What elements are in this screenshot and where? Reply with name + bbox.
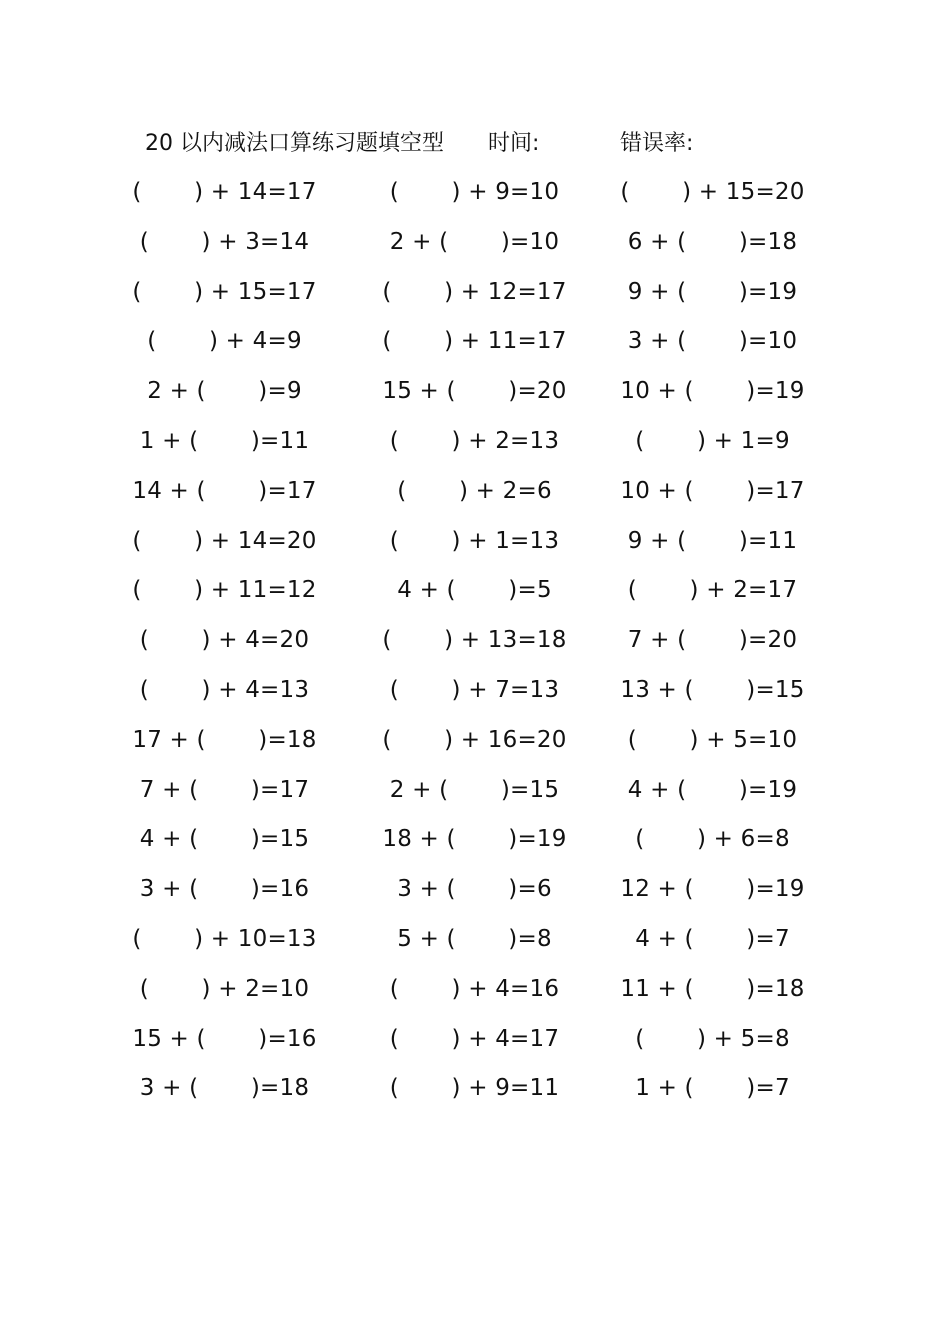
problem-equation: 4 + ( )=15 <box>139 826 310 853</box>
problem-equation: 2 + ( )=15 <box>389 776 560 803</box>
problem-equation: 15 + ( )=20 <box>382 378 567 405</box>
problem-equation: 1 + ( )=7 <box>635 1075 790 1102</box>
problem-equation: 17 + ( )=18 <box>132 726 317 753</box>
time-label: 时间: <box>488 131 540 156</box>
problem-equation: ( ) + 4=16 <box>389 975 560 1002</box>
problem-row <box>0 321 950 371</box>
problem-equation: ( ) + 4=20 <box>139 627 310 654</box>
problem-row <box>0 969 950 1019</box>
worksheet-header <box>145 126 845 160</box>
problem-equation: 14 + ( )=17 <box>132 477 317 504</box>
problem-equation: ( ) + 2=13 <box>389 427 560 454</box>
problem-equation: ( ) + 14=20 <box>132 527 317 554</box>
problem-row <box>0 222 950 272</box>
problem-row <box>0 1068 950 1118</box>
problem-equation: 2 + ( )=10 <box>389 228 560 255</box>
error-rate-label: 错误率: <box>620 131 694 156</box>
problem-equation: ( ) + 15=17 <box>132 278 317 305</box>
problem-equation: ( ) + 3=14 <box>139 228 310 255</box>
problem-grid <box>0 172 950 1118</box>
problem-equation: 13 + ( )=15 <box>620 676 805 703</box>
problem-row <box>0 720 950 770</box>
problem-equation: ( ) + 15=20 <box>620 179 805 205</box>
problem-equation: ( ) + 9=10 <box>389 179 560 205</box>
problem-row <box>0 421 950 471</box>
problem-equation: 6 + ( )=18 <box>627 228 798 255</box>
problem-equation: ( ) + 4=17 <box>389 1025 560 1052</box>
problem-equation: 10 + ( )=19 <box>620 378 805 405</box>
problem-equation: ( ) + 11=12 <box>132 577 317 604</box>
problem-row <box>0 371 950 421</box>
problem-equation: ( ) + 2=17 <box>627 577 798 604</box>
problem-equation: 3 + ( )=10 <box>627 328 798 355</box>
problem-equation: ( ) + 9=11 <box>389 1075 560 1102</box>
problem-equation: ( ) + 10=13 <box>132 925 317 952</box>
problem-equation: 2 + ( )=9 <box>147 378 302 405</box>
problem-equation: ( ) + 2=6 <box>397 477 552 504</box>
problem-equation: 4 + ( )=5 <box>397 577 552 604</box>
problem-equation: ( ) + 1=13 <box>389 527 560 554</box>
problem-equation: 7 + ( )=20 <box>627 627 798 654</box>
problem-equation: ( ) + 5=10 <box>627 726 798 753</box>
problem-row <box>0 521 950 571</box>
problem-equation: 5 + ( )=8 <box>397 925 552 952</box>
problem-equation: 3 + ( )=16 <box>139 876 310 903</box>
problem-row <box>0 471 950 521</box>
problem-equation: ( ) + 2=10 <box>139 975 310 1002</box>
problem-row <box>0 919 950 969</box>
problem-row <box>0 272 950 322</box>
problem-equation: ( ) + 13=18 <box>382 627 567 654</box>
problem-equation: ( ) + 4=13 <box>139 676 310 703</box>
problem-equation: 9 + ( )=11 <box>627 527 798 554</box>
problem-equation: ( ) + 14=17 <box>132 179 317 205</box>
problem-equation: 9 + ( )=19 <box>627 278 798 305</box>
problem-equation: ( ) + 12=17 <box>382 278 567 305</box>
problem-equation: 7 + ( )=17 <box>139 776 310 803</box>
problem-row <box>0 570 950 620</box>
problem-equation: 15 + ( )=16 <box>132 1025 317 1052</box>
problem-equation: ( ) + 16=20 <box>382 726 567 753</box>
problem-equation: 10 + ( )=17 <box>620 477 805 504</box>
problem-row <box>0 819 950 869</box>
worksheet-title: 20 以内减法口算练习题填空型 <box>145 131 444 156</box>
problem-equation: ( ) + 7=13 <box>389 676 560 703</box>
problem-equation: 1 + ( )=11 <box>139 427 310 454</box>
problem-equation: 3 + ( )=6 <box>397 876 552 903</box>
problem-row <box>0 172 950 222</box>
problem-equation: 18 + ( )=19 <box>382 826 567 853</box>
problem-row <box>0 620 950 670</box>
problem-row <box>0 670 950 720</box>
problem-equation: 4 + ( )=19 <box>627 776 798 803</box>
problem-row <box>0 770 950 820</box>
problem-equation: 4 + ( )=7 <box>635 925 790 952</box>
problem-row <box>0 1019 950 1069</box>
problem-equation: ( ) + 4=9 <box>147 328 302 355</box>
problem-equation: 3 + ( )=18 <box>139 1075 310 1102</box>
problem-equation: 12 + ( )=19 <box>620 876 805 903</box>
problem-equation: ( ) + 11=17 <box>382 328 567 355</box>
problem-equation: 11 + ( )=18 <box>620 975 805 1002</box>
problem-equation: ( ) + 1=9 <box>635 427 790 454</box>
problem-equation: ( ) + 6=8 <box>635 826 790 853</box>
problem-row <box>0 869 950 919</box>
problem-equation: ( ) + 5=8 <box>635 1025 790 1052</box>
